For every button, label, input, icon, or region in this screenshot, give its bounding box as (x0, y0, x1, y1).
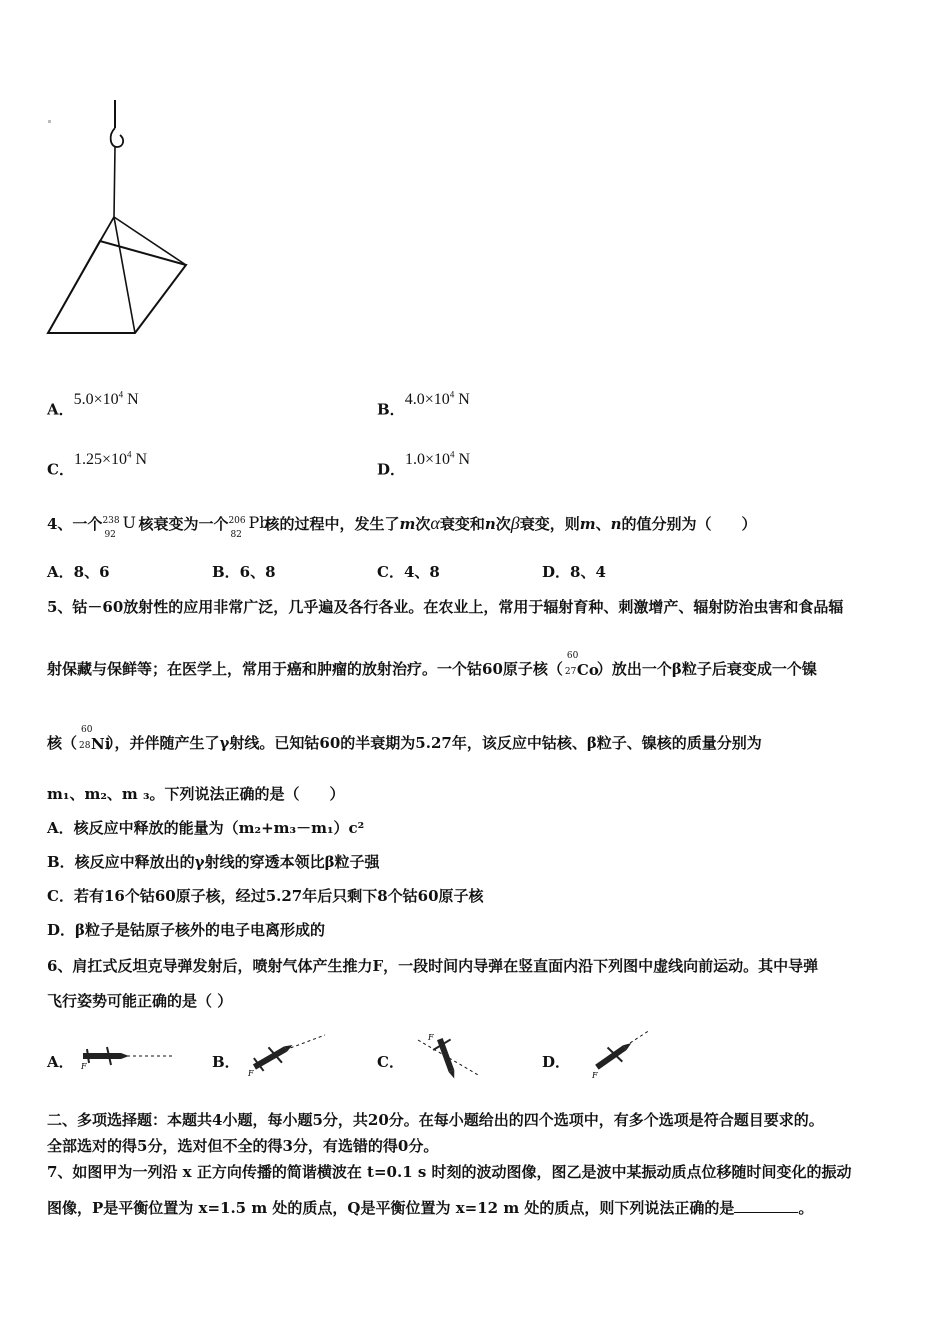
section2-line-2: 全部选对的得5分，选对但不全的得3分，有选错的得0分。 (47, 1137, 439, 1155)
uranium-nuclide: 238 92 U (102, 513, 136, 540)
q6-line-2: 飞行姿势可能正确的是（ ） (47, 992, 233, 1010)
svg-text:F: F (428, 1033, 434, 1042)
q4-question: 4、一个 238 92 U 核衰变为一个 206 82 Pb 核的过程中，发生了m次α衰变和n次β衰变，则m、n的值分别为（ ） (47, 513, 757, 540)
q5-option-c: C．若有16个钴60原子核，经过5.27年后只剩下8个钴60原子核 (47, 887, 484, 905)
q6-option-d-label: D． (542, 1053, 571, 1071)
q4-option-a: A．8、6 (47, 563, 110, 581)
hanging-pyramid-figure (40, 95, 200, 345)
q5-option-b: B．核反应中释放出的γ射线的穿透本领比β粒子强 (47, 853, 380, 871)
missile-option-a-figure (75, 1035, 175, 1075)
q6-option-b-label: B． (212, 1053, 240, 1071)
svg-text:F: F (81, 1062, 87, 1071)
lead-nuclide: 206 82 Pb (228, 513, 270, 540)
q7-line-1: 7、如图甲为一列沿 x 正方向传播的简谐横波在 t=0.1 s 时刻的波动图像，图乙是波中某振动质点位移随时间变化的振动 (47, 1163, 852, 1181)
figure-dot (48, 120, 51, 123)
q5-line-2: 射保藏与保鲜等；在医学上，常用于癌和肿瘤的放射治疗。一个钴60原子核（ 60 27 Co ）放出一个β粒子后衰变成一个镍 (47, 651, 817, 679)
q6-option-a-label: A． (47, 1053, 74, 1071)
q7-line-2: 图像，P是平衡位置为 x=1.5 m 处的质点，Q是平衡位置为 x=12 m 处的质点，则下列说法正确的是 。 (47, 1199, 814, 1217)
nickel-nuclide: 60 28 Ni (79, 725, 111, 753)
q3-option-d: D．$1.0\times 10^4$ N (377, 450, 471, 479)
q5-option-d: D．β粒子是钴原子核外的电子电离形成的 (47, 921, 325, 939)
q6-line-1: 6、肩扛式反坦克导弹发射后，喷射气体产生推力F，一段时间内导弹在竖直面内沿下列图中虚线向前运动。其中导弹 (47, 957, 819, 975)
q4-option-d: D．8、4 (542, 563, 606, 581)
missile-option-d-figure (580, 1026, 655, 1082)
missile-option-c-figure (410, 1028, 490, 1082)
q3-option-b: B．$4.0\times 10^4$ N (377, 390, 470, 419)
cobalt-nuclide: 60 27 Co (564, 651, 599, 679)
q5-line-1: 5、钴－60放射性的应用非常广泛，几乎遍及各行各业。在农业上，常用于辐射育种、刺激增产、辐射防治虫害和食品辐 (47, 598, 844, 616)
q4-option-c: C．4、8 (377, 563, 440, 581)
missile-option-b-figure (240, 1030, 330, 1080)
q5-line-3: 核（ 60 28 Ni ），并伴随产生了γ射线。已知钴60的半衰期为5.27年，该反应中钴核、β粒子、镍核的质量分别为 (47, 725, 762, 753)
q4-option-b: B．6、8 (212, 563, 276, 581)
answer-blank[interactable] (734, 1198, 798, 1213)
q3-option-c: C．$1.25\times 10^4$ N (47, 450, 148, 479)
q5-option-a: A．核反应中释放的能量为（m₂+m₃－m₁）c² (47, 819, 365, 837)
q6-option-c-label: C． (377, 1053, 404, 1071)
svg-text:F: F (592, 1071, 598, 1080)
q5-line-4: m₁、m₂、m ₃。下列说法正确的是（ ） (47, 785, 345, 803)
section2-line-1: 二、多项选择题：本题共4小题，每小题5分，共20分。在每小题给出的四个选项中，有多个选项是符合题目要求的。 (47, 1111, 824, 1129)
svg-text:F: F (248, 1069, 254, 1078)
q3-option-a: A．$5.0\times 10^4$ N (47, 390, 139, 419)
